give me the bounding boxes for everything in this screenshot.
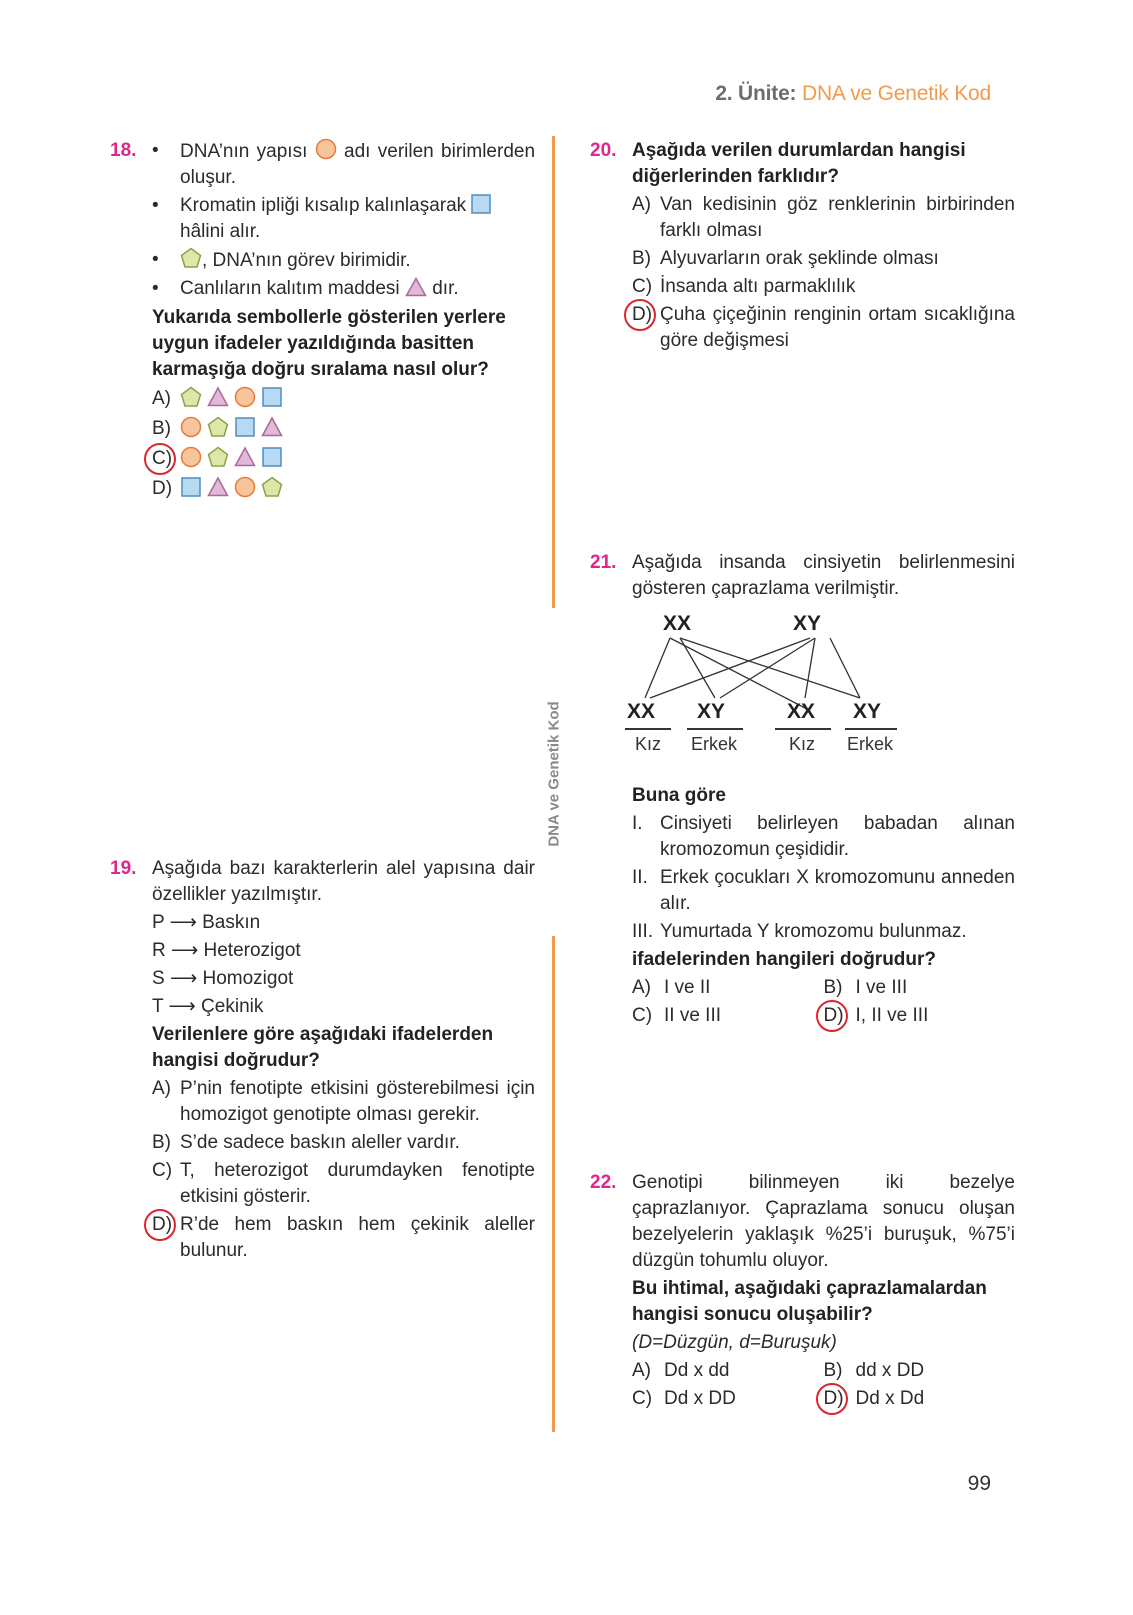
statement-number: III. xyxy=(632,921,654,942)
option-label-marked: D) xyxy=(824,1003,844,1029)
question-number: 20. xyxy=(590,140,617,161)
option-label: A) xyxy=(152,388,171,409)
triangle-icon xyxy=(234,446,256,468)
answer-option[interactable] xyxy=(152,416,535,443)
q19-intro: Aşağıda bazı karakterlerin alel yapısına dair özellikler yazılmıştır. xyxy=(152,858,535,905)
option-text: Van kedisinin göz renklerinin birbirinden farklı olması xyxy=(660,194,1015,241)
allele-definition: T ⟶ Çekinik xyxy=(152,996,264,1017)
q19-options xyxy=(152,1076,535,1264)
option-text: P’nin fenotipte etkisini gösterebilmesi için homozigot genotipte olması gerekir. xyxy=(180,1078,535,1125)
q18-options xyxy=(152,386,535,503)
page-number: 99 xyxy=(967,1472,991,1495)
option-label: A) xyxy=(632,194,651,215)
answer-option[interactable] xyxy=(824,1386,1016,1412)
statement xyxy=(632,919,1015,945)
square-icon xyxy=(261,446,283,468)
q22-note: (D=Düzgün, d=Buruşuk) xyxy=(632,1332,837,1353)
q21-intro: Aşağıda insanda cinsiyetin belirlenmesini gösteren çaprazlama verilmiştir. xyxy=(632,552,1015,599)
child-genotype: XY xyxy=(853,700,882,723)
option-label: D) xyxy=(152,478,173,499)
option-label-marked: D) xyxy=(152,1212,172,1238)
option-row xyxy=(632,975,1015,1001)
q19-question: Verilenlere göre aşağıdaki ifadelerden hangisi doğrudur? xyxy=(152,1024,494,1071)
column-divider-bottom xyxy=(552,936,555,1432)
q22-intro: Genotipi bilinmeyen iki bezelye çaprazlanıyor. Çaprazlama sonucu oluşan bezelyelerin yaklaşık %25’i buruşuk, %75’i düzgün tohumlu oluyor. xyxy=(632,1172,1015,1271)
child-underline xyxy=(687,728,743,730)
father-genotype: XY xyxy=(793,612,822,635)
option-label: B) xyxy=(823,1360,843,1381)
child-genotype: XX xyxy=(627,700,656,723)
option-text: Dd x dd xyxy=(664,1360,730,1381)
option-text: İnsanda altı parmaklılık xyxy=(660,276,856,297)
q18-bullet-2: • Kromatin ipliği kısalıp kalınlaşarak hâlini alır. xyxy=(152,193,535,245)
question-number: 22. xyxy=(590,1172,617,1193)
statement-number: I. xyxy=(632,813,643,834)
pentagon-icon xyxy=(207,416,229,438)
child-sex: Erkek xyxy=(690,734,737,754)
pentagon-icon xyxy=(180,386,202,408)
statement-text: Cinsiyeti belirleyen babadan alınan kromozomun çeşididir. xyxy=(660,813,1015,860)
pentagon-icon xyxy=(261,476,283,498)
question-22 xyxy=(590,1170,1015,1412)
question-19 xyxy=(110,856,535,1264)
question-number: 21. xyxy=(590,552,617,573)
square-icon xyxy=(234,416,256,438)
sex-determination-cross xyxy=(625,612,915,762)
answer-option[interactable] xyxy=(152,386,535,413)
answer-option[interactable] xyxy=(632,274,1015,300)
question-20 xyxy=(590,138,1015,354)
child-underline xyxy=(625,728,671,730)
answer-option[interactable] xyxy=(632,1358,824,1384)
q19-pairs xyxy=(152,910,535,1020)
question-18 xyxy=(110,138,535,503)
option-text: S’de sadece baskın aleller vardır. xyxy=(180,1132,460,1153)
option-label-marked: D) xyxy=(824,1386,844,1412)
statement-number: II. xyxy=(632,867,648,888)
option-row xyxy=(632,1358,1015,1384)
circle-icon xyxy=(180,416,202,438)
answer-option[interactable] xyxy=(152,476,535,503)
q22-question: Bu ihtimal, aşağıdaki çaprazlamalardan hangisi sonucu oluşabilir? xyxy=(632,1278,987,1325)
option-label: A) xyxy=(632,977,651,998)
answer-option[interactable] xyxy=(152,1076,535,1128)
option-label: C) xyxy=(632,276,653,297)
answer-option[interactable] xyxy=(824,1358,1016,1384)
statement xyxy=(632,811,1015,863)
mother-genotype: XX xyxy=(663,612,692,635)
child-sex: Erkek xyxy=(846,734,893,754)
allele-definition: P ⟶ Baskın xyxy=(152,912,261,933)
triangle-icon xyxy=(207,476,229,498)
option-label: C) xyxy=(632,1005,653,1026)
option-label-marked: C) xyxy=(152,446,172,472)
option-row xyxy=(632,1386,1015,1412)
statement xyxy=(632,865,1015,917)
option-text: dd x DD xyxy=(855,1360,925,1381)
answer-option[interactable] xyxy=(152,446,535,473)
option-label: C) xyxy=(152,1160,173,1181)
child-underline xyxy=(845,728,897,730)
unit-number: 2. Ünite: xyxy=(715,82,797,105)
column-divider-top xyxy=(552,136,555,608)
question-number: 18. xyxy=(110,140,137,161)
question-21-body xyxy=(590,783,1015,1029)
answer-option[interactable] xyxy=(152,1130,535,1156)
option-label: A) xyxy=(632,1360,651,1381)
option-text: I, II ve III xyxy=(855,1005,929,1026)
option-text: II ve III xyxy=(664,1005,722,1026)
square-icon xyxy=(261,386,283,408)
circle-icon xyxy=(234,386,256,408)
option-text: R’de hem baskın hem çekinik aleller bulunur. xyxy=(180,1214,535,1261)
child-genotype: XY xyxy=(697,700,726,723)
q18-question: Yukarıda sembollerle gösterilen yerlere uygun ifadeler yazıldığında basitten karmaşığa doğru sıralama nasıl olur? xyxy=(152,307,506,380)
option-text: Alyuvarların orak şeklinde olması xyxy=(660,248,939,269)
answer-option[interactable] xyxy=(632,975,824,1001)
triangle-icon xyxy=(405,277,427,297)
unit-topic: DNA ve Genetik Kod xyxy=(802,82,991,105)
q20-options xyxy=(632,192,1015,354)
question-number: 19. xyxy=(110,858,137,879)
option-text: Dd x Dd xyxy=(855,1388,925,1409)
q18-bullet-1: • DNA’nın yapısı adı verilen birimlerden oluşur. xyxy=(152,140,536,188)
child-sex: Kız xyxy=(788,734,815,754)
answer-option[interactable] xyxy=(632,192,1015,244)
q22-options xyxy=(632,1358,1015,1412)
option-text: T, heterozigot durumdayken fenotipte etkisini gösterir. xyxy=(180,1160,535,1207)
answer-option[interactable] xyxy=(152,1158,535,1210)
q21-options xyxy=(632,975,1015,1029)
answer-option[interactable] xyxy=(824,1003,1016,1029)
option-label: B) xyxy=(823,977,843,998)
pentagon-icon xyxy=(207,446,229,468)
circle-icon xyxy=(315,138,337,160)
square-icon xyxy=(180,476,202,498)
child-sex: Kız xyxy=(634,734,661,754)
answer-option[interactable] xyxy=(152,1212,535,1264)
option-label: A) xyxy=(152,1078,171,1099)
option-label: B) xyxy=(152,418,171,439)
option-label: B) xyxy=(152,1132,171,1153)
option-text: Çuha çiçeğinin renginin ortam sıcaklığına göre değişmesi xyxy=(660,304,1015,351)
answer-option[interactable] xyxy=(632,1003,824,1029)
answer-option[interactable] xyxy=(632,1386,824,1412)
option-label: B) xyxy=(632,248,651,269)
option-label: C) xyxy=(632,1388,653,1409)
answer-option[interactable] xyxy=(824,975,1016,1001)
question-21 xyxy=(590,550,1015,602)
option-label-marked: D) xyxy=(632,302,652,328)
option-text: Dd x DD xyxy=(664,1388,736,1409)
q21-statements xyxy=(632,811,1015,945)
option-text: I ve II xyxy=(664,977,711,998)
circle-icon xyxy=(234,476,256,498)
option-text: I ve III xyxy=(855,977,908,998)
statement-text: Yumurtada Y kromozomu bulunmaz. xyxy=(660,921,967,942)
answer-option[interactable] xyxy=(632,246,1015,272)
child-genotype: XX xyxy=(787,700,816,723)
sidebar-label: DNA ve Genetik Kod xyxy=(545,701,563,847)
statement-text: Erkek çocukları X kromozomunu anneden alır. xyxy=(660,867,1015,914)
answer-option[interactable] xyxy=(632,302,1015,354)
q20-question: Aşağıda verilen durumlardan hangisi diğerlerinden farklıdır? xyxy=(632,140,966,187)
allele-definition: S ⟶ Homozigot xyxy=(152,968,294,989)
q18-bullet-3: • , DNA’nın görev birimidir. xyxy=(152,249,411,271)
circle-icon xyxy=(180,446,202,468)
triangle-icon xyxy=(207,386,229,408)
triangle-icon xyxy=(261,416,283,438)
square-icon xyxy=(471,194,491,214)
q18-bullet-4: • Canlıların kalıtım maddesi dır. xyxy=(152,278,459,299)
allele-definition: R ⟶ Heterozigot xyxy=(152,940,301,961)
option-row xyxy=(632,1003,1015,1029)
q21-lead: Buna göre xyxy=(632,785,726,806)
q21-question: ifadelerinden hangileri doğrudur? xyxy=(632,949,937,970)
child-underline xyxy=(775,728,831,730)
pentagon-icon xyxy=(180,247,202,269)
unit-header xyxy=(715,82,991,106)
